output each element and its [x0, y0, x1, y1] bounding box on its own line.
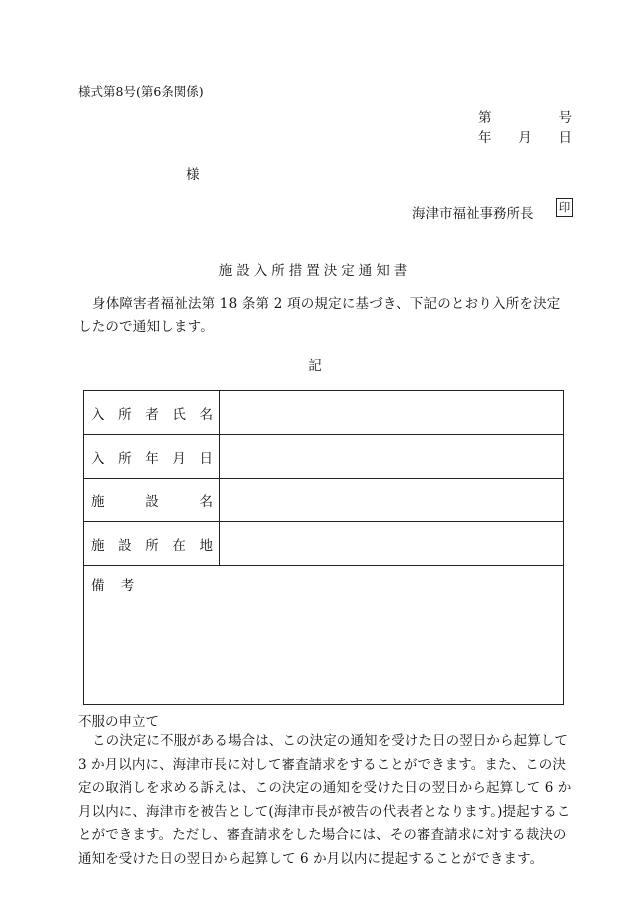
facility-address-field[interactable] — [221, 522, 563, 565]
label-char: 年 — [145, 450, 159, 467]
label-char: 所 — [118, 406, 132, 423]
admission-date-field[interactable] — [221, 435, 563, 478]
label-char: 月 — [172, 450, 186, 467]
label-char: 者 — [145, 406, 159, 423]
number-suffix: 号 — [558, 110, 572, 126]
label-char: 名 — [199, 406, 213, 423]
label-char: 氏 — [172, 406, 186, 423]
label-char: 施 — [91, 537, 105, 554]
number-prefix: 第 — [478, 110, 492, 126]
label-char: 入 — [91, 406, 105, 423]
document-title: 施設入所措置決定通知書 — [218, 263, 412, 279]
table-row-admission-date — [84, 435, 563, 479]
appeal-heading: 不服の申立て — [78, 714, 159, 730]
date-day: 日 — [558, 130, 572, 146]
addressee-suffix: 様 — [186, 167, 200, 183]
label-char: 設 — [145, 494, 159, 510]
appeal-paragraph: この決定に不服がある場合は、この決定の通知を受けた日の翌日から起算して 3 か月以内に、海津市長に対して審査請求をすることができます。また、この決定の取消しを求める訴えは、この決定の通知を受けた日の翌日から起算して 6 か月以内に、海津市を被告として(海津市長が被告の代表者となります。)提起することができます。ただし、審査請求をした場合には、その審査請求に対する裁決の通知を受けた日の翌日から起算して 6 か月以内に提起することができます。 — [78, 733, 572, 867]
row-label — [84, 522, 220, 565]
label-char: 地 — [199, 537, 213, 554]
details-table — [83, 390, 564, 705]
table-row-resident-name — [84, 391, 563, 435]
body-paragraph: 身体障害者福祉法第 18 条第 2 項の規定に基づき、下記のとおり入所を決定したので通知します。 — [78, 296, 561, 335]
row-label — [84, 435, 220, 478]
table-row-facility-name — [84, 479, 563, 522]
document-number-line — [478, 106, 572, 126]
label-char: 施 — [91, 494, 105, 510]
table-row-facility-address — [84, 522, 563, 566]
label-char: 備 — [91, 578, 105, 594]
form-number-label: 様式第8号(第6条関係) — [78, 84, 204, 99]
label-char: 名 — [199, 494, 213, 510]
issuer-name: 海津市福祉事務所長 — [412, 206, 534, 222]
label-char: 所 — [145, 537, 159, 554]
document-date-line — [478, 126, 572, 146]
resident-name-field[interactable] — [221, 391, 563, 434]
remarks-section[interactable] — [84, 566, 563, 704]
ki-heading: 記 — [308, 358, 322, 374]
label-char: 日 — [199, 450, 213, 467]
row-label — [84, 479, 220, 521]
label-char: 在 — [172, 537, 186, 554]
date-month: 月 — [518, 130, 532, 146]
label-char: 入 — [91, 450, 105, 467]
row-label — [84, 391, 220, 434]
date-year: 年 — [478, 130, 492, 146]
seal-stamp: 印 — [556, 198, 573, 217]
remarks-label — [91, 574, 146, 594]
label-char: 考 — [120, 578, 135, 594]
facility-name-field[interactable] — [221, 479, 563, 521]
label-char: 所 — [118, 450, 132, 467]
label-char: 設 — [118, 537, 132, 554]
